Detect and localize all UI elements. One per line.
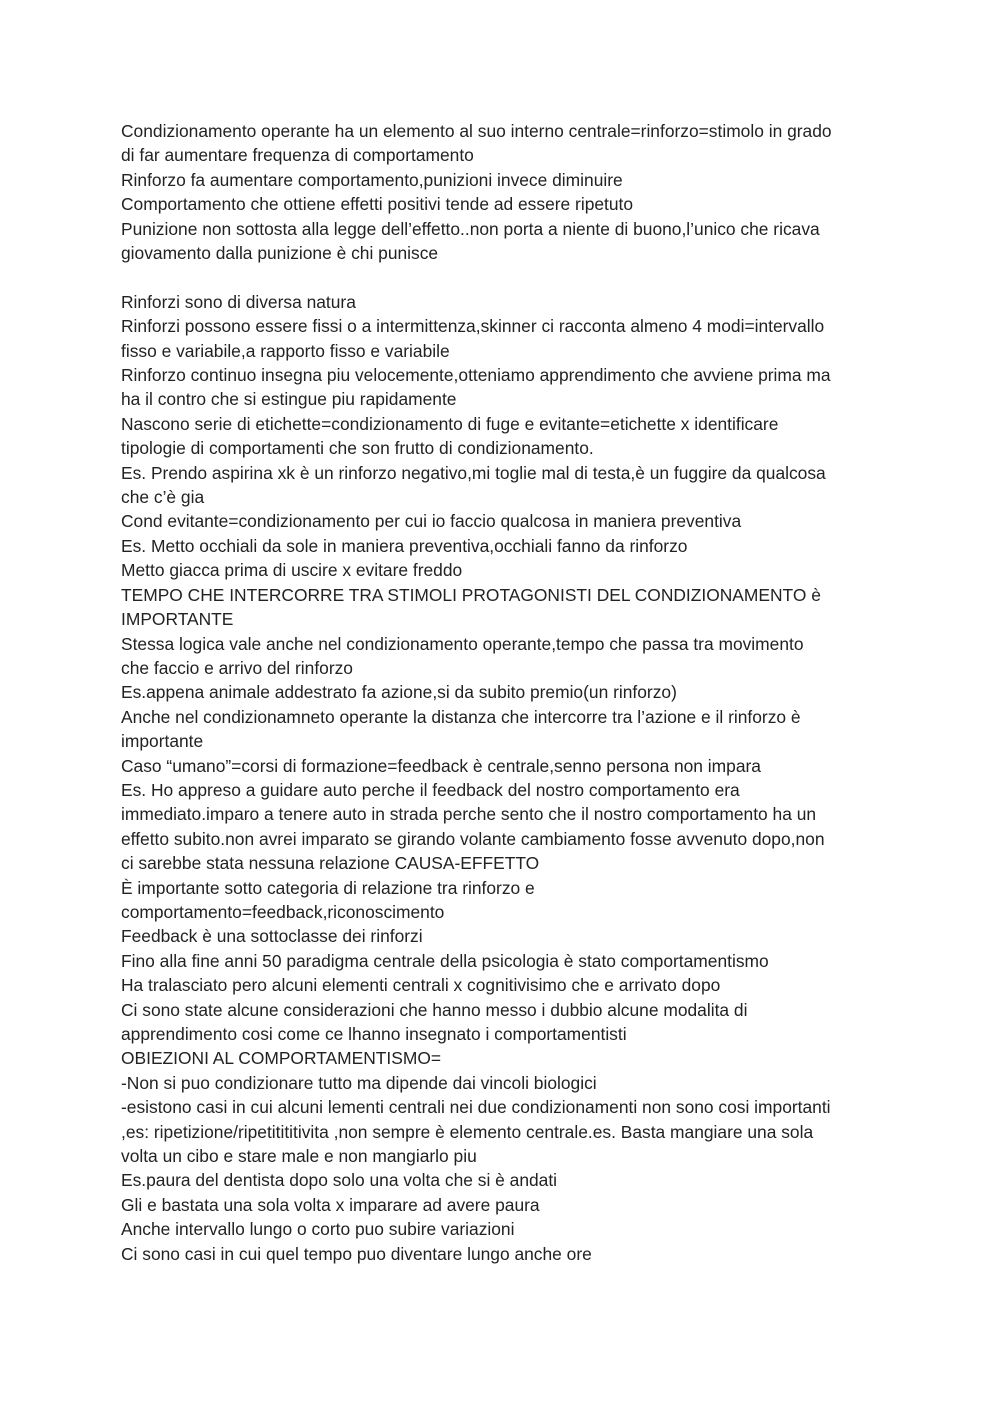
text-line: Caso “umano”=corsi di formazione=feedback è centrale,senno persona non impara (121, 755, 761, 776)
text-line: Comportamento che ottiene effetti positivi tende ad essere ripetuto (121, 194, 634, 215)
text-line: Es.paura del dentista dopo solo una volta che si è andati (121, 1170, 558, 1191)
text-line: Cond evitante=condizionamento per cui io faccio qualcosa in maniera preventiva (121, 511, 742, 532)
text-line: volta un cibo e stare male e non mangiarlo piu (121, 1146, 477, 1167)
text-line: ci sarebbe stata nessuna relazione CAUSA-EFFETTO (121, 853, 540, 874)
text-line: che faccio e arrivo del rinforzo (121, 657, 353, 678)
text-line: tipologie di comportamenti che son frutto di condizionamento. (121, 438, 594, 459)
text-line: -Non si puo condizionare tutto ma dipende dai vincoli biologici (121, 1072, 597, 1093)
heading-line: TEMPO CHE INTERCORRE TRA STIMOLI PROTAGONISTI DEL CONDIZIONAMENTO è (121, 584, 821, 605)
text-line: di far aumentare frequenza di comportamento (121, 145, 474, 166)
text-line: apprendimento cosi come ce lhanno insegnato i comportamentisti (121, 1024, 627, 1045)
text-line: giovamento dalla punizione è chi punisce (121, 243, 439, 264)
text-line: Rinforzo fa aumentare comportamento,punizioni invece diminuire (121, 169, 623, 190)
text-line: Anche nel condizionamneto operante la distanza che intercorre tra l’azione e il rinforzo è (121, 706, 801, 727)
text-line: Fino alla fine anni 50 paradigma centrale della psicologia è stato comportamentismo (121, 950, 769, 971)
text-line: Es. Metto occhiali da sole in maniera preventiva,occhiali fanno da rinforzo (121, 535, 688, 556)
text-line: -esistono casi in cui alcuni lementi centrali nei due condizionamenti non sono cosi importanti (121, 1097, 831, 1118)
document-body (121, 119, 881, 1266)
text-line: Metto giacca prima di uscire x evitare freddo (121, 560, 463, 581)
text-line: Anche intervallo lungo o corto puo subire variazioni (121, 1219, 515, 1240)
text-line: Condizionamento operante ha un elemento al suo interno centrale=rinforzo=stimolo in grado (121, 121, 832, 141)
text-line: Ha tralasciato pero alcuni elementi centrali x cognitivisimo che e arrivato dopo (121, 975, 721, 996)
text-line: Es.appena animale addestrato fa azione,si da subito premio(un rinforzo) (121, 682, 677, 703)
text-line: immediato.imparo a tenere auto in strada perche sento che il nostro comportamento ha un (121, 804, 817, 825)
heading-line: OBIEZIONI AL COMPORTAMENTISMO= (121, 1048, 442, 1069)
text-line: ,es: ripetizione/ripetitititivita ,non sempre è elemento centrale.es. Basta mangiare una sola (121, 1121, 814, 1142)
text-line: Stessa logica vale anche nel condizionamento operante,tempo che passa tra movimento (121, 633, 804, 654)
blank-line (121, 265, 881, 289)
text-line: Punizione non sottosta alla legge dell’effetto..non porta a niente di buono,l’unico che ricava (121, 218, 820, 239)
text-line: fisso e variabile,a rapporto fisso e variabile (121, 340, 450, 361)
text-line: comportamento=feedback,riconoscimento (121, 901, 445, 922)
text-line: Ci sono state alcune considerazioni che hanno messo i dubbio alcune modalita di (121, 999, 748, 1020)
text-line: Rinforzi sono di diversa natura (121, 291, 356, 312)
text-line: Es. Prendo aspirina xk è un rinforzo negativo,mi toglie mal di testa,è un fuggire da qualcosa (121, 462, 826, 483)
text-line: Es. Ho appreso a guidare auto perche il feedback del nostro comportamento era (121, 779, 740, 800)
text-line: Rinforzi possono essere fissi o a intermittenza,skinner ci racconta almeno 4 modi=intervallo (121, 316, 825, 337)
text-line: Feedback è una sottoclasse dei rinforzi (121, 926, 423, 947)
text-line: Gli e bastata una sola volta x imparare ad avere paura (121, 1194, 540, 1215)
text-line: Rinforzo continuo insegna piu velocemente,otteniamo apprendimento che avviene prima ma (121, 365, 831, 386)
text-line: È importante sotto categoria di relazione tra rinforzo e (121, 877, 535, 898)
text-line: Nascono serie di etichette=condizionamento di fuge e evitante=etichette x identificare (121, 413, 779, 434)
heading-line: IMPORTANTE (121, 609, 234, 630)
text-line: importante (121, 731, 204, 752)
text-line: che c’è gia (121, 487, 205, 508)
text-line: effetto subito.non avrei imparato se girando volante cambiamento fosse avvenuto dopo,non (121, 828, 825, 849)
text-line: Ci sono casi in cui quel tempo puo diventare lungo anche ore (121, 1243, 592, 1264)
text-line: ha il contro che si estingue piu rapidamente (121, 389, 457, 410)
